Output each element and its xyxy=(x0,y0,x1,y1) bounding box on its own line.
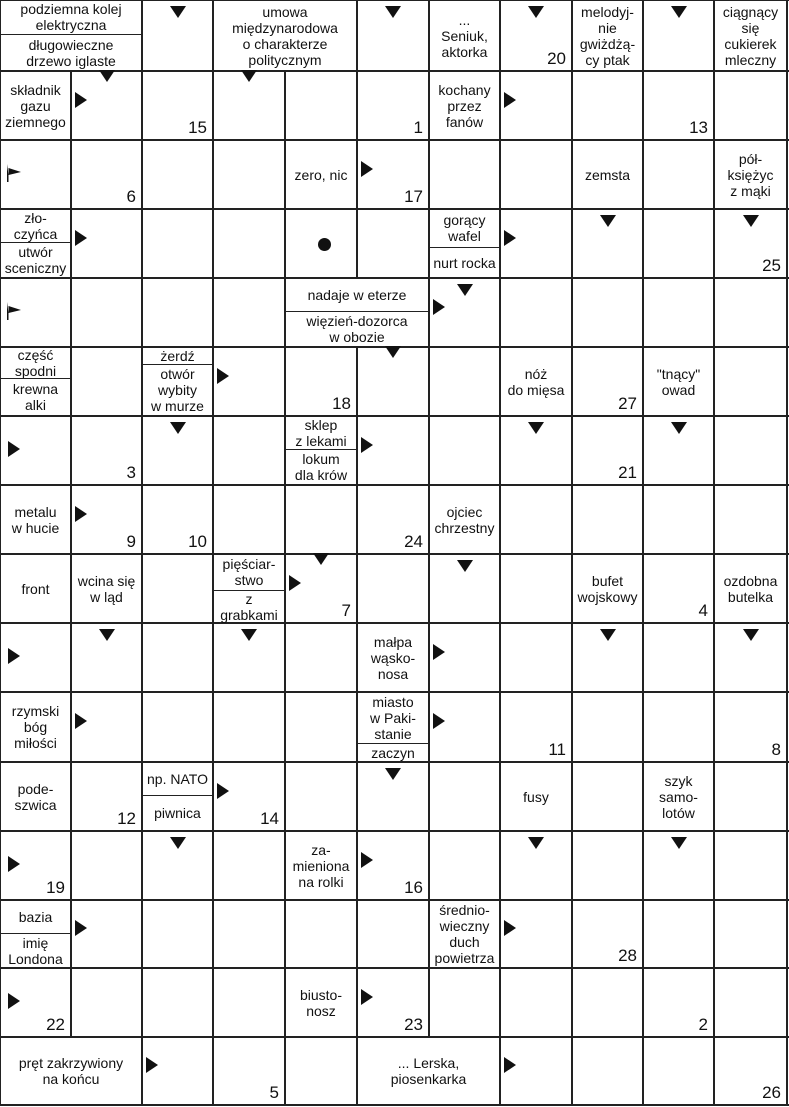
clue-text: pięściar- stwo xyxy=(222,556,276,588)
arrow-down-icon xyxy=(169,419,187,437)
answer-cell[interactable] xyxy=(572,1037,643,1105)
answer-cell[interactable] xyxy=(714,278,787,347)
arrow-down-icon xyxy=(670,834,688,852)
answer-cell[interactable] xyxy=(71,278,142,347)
answer-cell[interactable] xyxy=(285,900,357,968)
answer-cell[interactable] xyxy=(429,762,500,831)
arrow-right-icon xyxy=(501,1056,519,1074)
answer-cell[interactable] xyxy=(71,968,142,1037)
answer-cell[interactable] xyxy=(213,900,285,968)
answer-cell[interactable] xyxy=(285,485,357,554)
arrow-flag-icon xyxy=(5,164,23,182)
answer-cell[interactable] xyxy=(714,416,787,485)
clue-text: nóż do mięsa xyxy=(507,365,565,398)
answer-cell[interactable] xyxy=(714,968,787,1037)
clue-text: otwór wybity w murze xyxy=(151,366,204,414)
arrow-down-icon xyxy=(527,834,545,852)
answer-cell[interactable] xyxy=(285,762,357,831)
answer-cell[interactable] xyxy=(213,416,285,485)
arrow-down-icon xyxy=(384,343,402,361)
answer-cell[interactable] xyxy=(500,554,572,623)
answer-cell[interactable] xyxy=(71,831,142,900)
cell-number: 20 xyxy=(547,49,566,68)
arrow-down-icon xyxy=(742,626,760,644)
arrow-right-icon xyxy=(358,988,376,1006)
arrow-right-icon xyxy=(214,782,232,800)
clue-text: rzymski bóg miłości xyxy=(11,703,60,751)
answer-cell[interactable] xyxy=(643,900,714,968)
cell-number: 2 xyxy=(698,1015,708,1034)
cell-number: 24 xyxy=(404,532,423,551)
cell-number: 10 xyxy=(188,532,207,551)
answer-cell[interactable] xyxy=(572,968,643,1037)
answer-cell[interactable] xyxy=(213,209,285,278)
clue-text: długowieczne drzewo iglaste xyxy=(26,36,116,69)
answer-cell[interactable] xyxy=(714,831,787,900)
answer-cell[interactable] xyxy=(714,900,787,968)
answer-cell[interactable] xyxy=(643,692,714,762)
arrow-down-icon xyxy=(670,3,688,21)
arrow-right-icon xyxy=(5,855,23,873)
answer-cell[interactable] xyxy=(213,278,285,347)
cell-number: 18 xyxy=(332,394,351,413)
cell-number: 27 xyxy=(618,394,637,413)
clue-text: pode- szwica xyxy=(14,780,57,813)
arrow-right-icon xyxy=(286,574,304,592)
cell-number: 7 xyxy=(341,601,351,620)
arrow-down-icon xyxy=(240,67,258,85)
cell-number: 22 xyxy=(46,1015,65,1034)
answer-cell[interactable] xyxy=(714,347,787,416)
answer-cell[interactable] xyxy=(285,71,357,140)
answer-cell[interactable] xyxy=(213,140,285,209)
cell-number: 6 xyxy=(126,187,136,206)
cell-number: 14 xyxy=(260,809,279,828)
arrow-down-icon xyxy=(527,3,545,21)
cell-number: 11 xyxy=(548,740,566,759)
answer-cell[interactable] xyxy=(142,554,213,623)
cell-number: 28 xyxy=(618,946,637,965)
cell-number: 5 xyxy=(269,1083,279,1102)
answer-cell[interactable] xyxy=(142,968,213,1037)
clue-text: front xyxy=(21,580,50,597)
clue-text: ojciec chrzestny xyxy=(434,503,495,536)
answer-cell[interactable] xyxy=(142,900,213,968)
arrow-right-icon xyxy=(358,160,376,178)
clue-text: szyk samo- lotów xyxy=(659,772,698,821)
cell-number: 13 xyxy=(689,118,708,137)
answer-cell[interactable] xyxy=(142,623,213,692)
arrow-right-icon xyxy=(143,1056,161,1074)
clue-text: krewna alki xyxy=(12,381,59,413)
answer-cell[interactable] xyxy=(643,278,714,347)
clue-text: bufet wojskowy xyxy=(577,572,638,605)
clue-text: średnio- wieczny duch powietrza xyxy=(434,902,495,966)
arrow-right-icon xyxy=(358,851,376,869)
clue-text: pręt zakrzywiony na końcu xyxy=(18,1055,124,1087)
answer-cell[interactable] xyxy=(142,692,213,762)
clue-text: zło- czyńca xyxy=(13,209,58,242)
clue-text: piwnica xyxy=(154,805,201,821)
arrow-down-icon xyxy=(384,3,402,21)
cell-number: 8 xyxy=(771,740,781,759)
answer-cell[interactable] xyxy=(643,1037,714,1105)
clue-text: zaczyn xyxy=(371,744,415,761)
dot-marker xyxy=(318,238,331,251)
arrow-right-icon xyxy=(430,643,448,661)
arrow-down-icon xyxy=(98,626,116,644)
answer-cell[interactable] xyxy=(429,347,500,416)
arrow-right-icon xyxy=(72,919,90,937)
clue-text: biusto- nosz xyxy=(299,986,343,1019)
cell-number: 17 xyxy=(404,187,423,206)
arrow-right-icon xyxy=(358,436,376,454)
arrow-down-icon xyxy=(169,834,187,852)
answer-cell[interactable] xyxy=(429,416,500,485)
answer-cell[interactable] xyxy=(213,692,285,762)
clue-text: nurt rocka xyxy=(433,254,496,271)
clue-text: fusy xyxy=(523,788,549,805)
answer-cell[interactable] xyxy=(500,968,572,1037)
clue-text: ozdobna butelka xyxy=(723,572,778,605)
clue-text: lokum dla krów xyxy=(294,451,348,483)
answer-cell[interactable] xyxy=(572,485,643,554)
answer-cell[interactable] xyxy=(500,623,572,692)
answer-cell[interactable] xyxy=(572,278,643,347)
clue-text: małpa wąsko- nosa xyxy=(370,633,416,682)
answer-cell[interactable] xyxy=(643,623,714,692)
arrow-right-icon xyxy=(214,367,232,385)
arrow-down-icon xyxy=(384,765,402,783)
arrow-down-icon xyxy=(98,67,116,85)
arrow-down-icon xyxy=(599,212,617,230)
clue-text: więzień-dozorca w obozie xyxy=(306,313,408,345)
arrow-down-icon xyxy=(527,419,545,437)
answer-cell[interactable] xyxy=(142,140,213,209)
clue-text: żerdź xyxy=(160,347,195,364)
arrow-right-icon xyxy=(72,91,90,109)
arrow-right-icon xyxy=(72,505,90,523)
clue-text: gorący wafel xyxy=(443,212,486,244)
arrow-down-icon xyxy=(456,281,474,299)
cell-number: 4 xyxy=(698,601,708,620)
answer-cell[interactable] xyxy=(500,140,572,209)
clue-text: utwór sceniczny xyxy=(4,244,67,276)
clue-text: "tnący" owad xyxy=(656,365,701,398)
clue-text: pół- księżyc z mąki xyxy=(727,150,774,199)
arrow-right-icon xyxy=(72,229,90,247)
answer-cell[interactable] xyxy=(429,831,500,900)
cell-number: 25 xyxy=(762,256,781,275)
cell-number: 21 xyxy=(618,463,637,482)
clue-text: ciągnący się cukierek mleczny xyxy=(722,3,779,68)
arrow-right-icon xyxy=(5,440,23,458)
answer-cell[interactable] xyxy=(500,485,572,554)
arrow-right-icon xyxy=(501,229,519,247)
answer-cell[interactable] xyxy=(285,623,357,692)
arrow-down-icon xyxy=(742,212,760,230)
arrow-down-icon xyxy=(240,626,258,644)
clue-text: podziemna kolej elektryczna xyxy=(20,1,122,33)
clue-text: część spodni xyxy=(14,347,57,378)
clue-text: imię Londona xyxy=(8,934,63,967)
answer-cell[interactable] xyxy=(357,900,429,968)
arrow-right-icon xyxy=(501,91,519,109)
answer-cell[interactable] xyxy=(643,209,714,278)
arrow-down-icon xyxy=(169,3,187,21)
arrow-down-icon xyxy=(599,626,617,644)
clue-text: sklep z lekami xyxy=(295,416,347,449)
clue-text: ... Lerska, piosenkarka xyxy=(390,1055,467,1087)
cell-number: 15 xyxy=(188,118,207,137)
clue-text: składnik gazu ziemnego xyxy=(5,81,66,130)
answer-cell[interactable] xyxy=(213,968,285,1037)
cell-number: 12 xyxy=(117,809,136,828)
answer-cell[interactable] xyxy=(643,485,714,554)
answer-cell[interactable] xyxy=(714,71,787,140)
answer-cell[interactable] xyxy=(357,209,429,278)
clue-text: umowa międzynarodowa o charakterze politycznym xyxy=(232,3,338,68)
answer-cell[interactable] xyxy=(142,278,213,347)
answer-cell[interactable] xyxy=(71,347,142,416)
arrow-down-icon xyxy=(670,419,688,437)
answer-cell[interactable] xyxy=(572,692,643,762)
cell-number: 26 xyxy=(762,1083,781,1102)
answer-cell[interactable] xyxy=(714,485,787,554)
arrow-right-icon xyxy=(501,919,519,937)
answer-cell[interactable] xyxy=(429,140,500,209)
arrow-right-icon xyxy=(430,712,448,730)
answer-cell[interactable] xyxy=(357,554,429,623)
clue-text: wcina się w ląd xyxy=(77,572,136,605)
arrow-right-icon xyxy=(5,647,23,665)
answer-cell[interactable] xyxy=(429,968,500,1037)
cell-number: 16 xyxy=(404,878,423,897)
clue-text: kochany przez fanów xyxy=(438,81,491,130)
cell-number: 9 xyxy=(126,532,136,551)
cell-number: 19 xyxy=(46,878,65,897)
clue-text: zero, nic xyxy=(294,166,348,183)
clue-text: ... Seniuk, aktorka xyxy=(441,11,488,60)
clue-text: zemsta xyxy=(584,166,631,183)
arrow-right-icon xyxy=(430,298,448,316)
clue-text: miasto w Paki- stanie xyxy=(370,693,416,742)
answer-cell[interactable] xyxy=(500,278,572,347)
clue-text: melodyj- nie gwiżdżą- cy ptak xyxy=(579,3,636,68)
arrow-down-icon xyxy=(312,550,330,568)
answer-cell[interactable] xyxy=(572,71,643,140)
answer-cell[interactable] xyxy=(714,762,787,831)
answer-cell[interactable] xyxy=(285,692,357,762)
answer-cell[interactable] xyxy=(213,485,285,554)
clue-text: nadaje w eterze xyxy=(307,286,407,303)
cell-number: 1 xyxy=(413,118,423,137)
answer-cell[interactable] xyxy=(572,831,643,900)
arrow-right-icon xyxy=(72,712,90,730)
clue-text: za- mieniona na rolki xyxy=(292,841,350,890)
arrow-right-icon xyxy=(5,992,23,1010)
answer-cell[interactable] xyxy=(643,140,714,209)
cell-number: 23 xyxy=(404,1015,423,1034)
answer-cell[interactable] xyxy=(285,1037,357,1105)
clue-text: bazia xyxy=(18,908,53,925)
arrow-flag-icon xyxy=(5,302,23,320)
clue-text: z grabkami xyxy=(220,590,278,623)
clue-text: metalu w hucie xyxy=(11,503,60,536)
clue-text: np. NATO xyxy=(147,770,208,787)
arrow-down-icon xyxy=(456,557,474,575)
answer-cell[interactable] xyxy=(142,209,213,278)
cell-number: 3 xyxy=(126,463,136,482)
answer-cell[interactable] xyxy=(572,762,643,831)
answer-cell[interactable] xyxy=(213,831,285,900)
